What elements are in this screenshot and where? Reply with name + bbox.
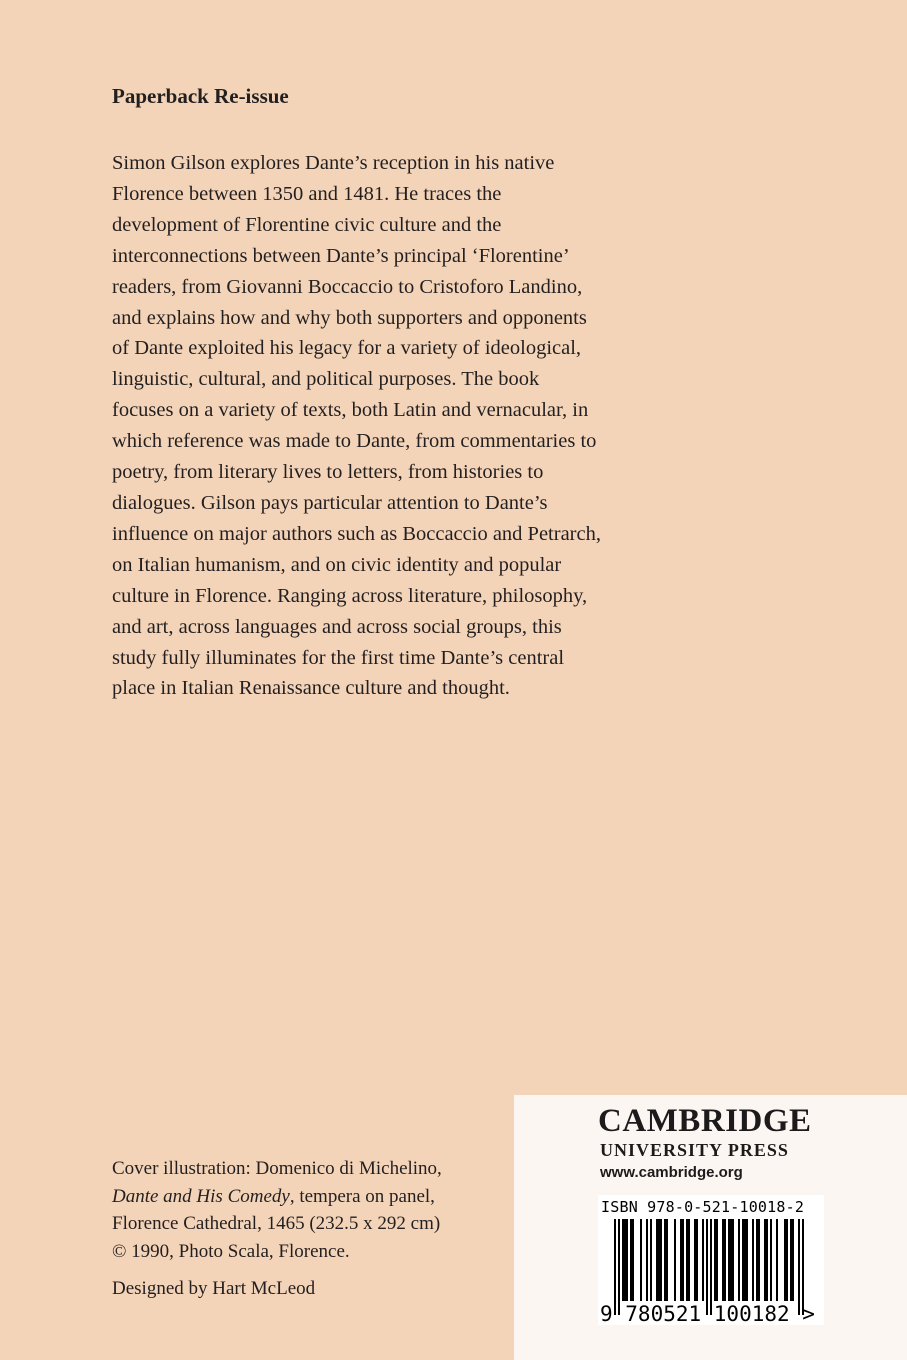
barcode-bar	[744, 1219, 746, 1301]
barcode-bar	[758, 1219, 760, 1301]
barcode-bar	[764, 1219, 766, 1301]
barcode-bar	[742, 1219, 744, 1301]
barcode-bar	[798, 1219, 800, 1315]
barcode-bar	[784, 1219, 786, 1301]
barcode-bar	[786, 1219, 788, 1301]
barcode-bar	[622, 1219, 624, 1301]
barcode-bar	[776, 1219, 778, 1301]
publisher-website: www.cambridge.org	[600, 1164, 743, 1181]
barcode-bar	[730, 1219, 732, 1301]
credit-line-2: , tempera on panel,	[289, 1185, 435, 1207]
barcode-bar	[664, 1219, 666, 1301]
isbn-barcode	[598, 1195, 824, 1325]
barcode-bar	[722, 1219, 724, 1301]
barcode-bar	[746, 1219, 748, 1301]
barcode-bar	[674, 1219, 676, 1301]
barcode-bar	[732, 1219, 734, 1301]
barcode-bar	[710, 1219, 712, 1315]
barcode-bar	[728, 1219, 730, 1301]
barcode-bar	[702, 1219, 704, 1301]
credit-line-4: © 1990, Photo Scala, Florence.	[112, 1240, 350, 1262]
barcode-bar	[614, 1219, 616, 1315]
publisher-logo-name: CAMBRIDGE	[598, 1103, 812, 1139]
barcode-bar	[658, 1219, 660, 1301]
publisher-panel	[514, 1095, 907, 1360]
section-heading: Paperback Re-issue	[112, 84, 289, 108]
barcode-bar	[694, 1219, 696, 1301]
barcode-bar	[738, 1219, 740, 1301]
barcode-bar	[706, 1219, 708, 1315]
barcode-bar	[696, 1219, 698, 1301]
barcode-bar	[660, 1219, 662, 1301]
barcode-bar	[792, 1219, 794, 1301]
barcode-bar	[752, 1219, 754, 1301]
barcode-bar	[632, 1219, 634, 1301]
barcode-bar	[802, 1219, 804, 1315]
barcode-bar	[766, 1219, 768, 1301]
barcode-bar	[650, 1219, 652, 1301]
isbn-label: ISBN 978-0-521-10018-2	[601, 1198, 805, 1216]
barcode-bar	[756, 1219, 758, 1301]
barcode-bar	[770, 1219, 772, 1301]
artwork-title: Dante and His Comedy	[112, 1185, 290, 1207]
cover-illustration-credit	[112, 1155, 442, 1265]
barcode-bar	[640, 1219, 642, 1301]
barcode-bar	[688, 1219, 690, 1301]
publisher-logo-subtitle: UNIVERSITY PRESS	[600, 1140, 789, 1160]
barcode-bar	[680, 1219, 682, 1301]
barcode-bar	[790, 1219, 792, 1301]
designer-credit: Designed by Hart McLeod	[112, 1278, 316, 1299]
barcode-bar	[656, 1219, 658, 1301]
book-description: Simon Gilson explores Dante’s reception in his native Florence between 1350 and 1481. He traces the development of Florentine civic culture and the interconnections between Dante’s principal ‘Florentine’ readers, from Giovanni Boccaccio to Cristoforo Landino, and explains how and why both supporters and opponents of Dante exploited his legacy for a variety of ideological, linguistic, cultural, and political purposes. The book focuses on a variety of texts, both Latin and vernacular, in which reference was made to Dante, from commentaries to poetry, from literary lives to letters, from histories to dialogues. Gilson pays particular attention to Dante’s influence on major authors such as Boccaccio and Petrarch, on Italian humanism, and on civic identity and popular culture in Florence. Ranging across literature, philosophy, and art, across languages and across social groups, this study fully illuminates for the first time Dante’s central place in Italian Renaissance culture and thought.	[112, 152, 601, 700]
barcode-bar	[716, 1219, 718, 1301]
barcode-bar	[646, 1219, 648, 1301]
barcode-bar	[686, 1219, 688, 1301]
barcode-bar	[724, 1219, 726, 1301]
barcode-digits: 9 780521 100182 >	[600, 1302, 815, 1326]
credit-line-3: Florence Cathedral, 1465 (232.5 x 292 cm)	[112, 1213, 441, 1234]
credit-line-1: Cover illustration: Domenico di Michelino,	[112, 1158, 442, 1179]
barcode-bar	[626, 1219, 628, 1301]
barcode-bar	[630, 1219, 632, 1301]
barcode-bar	[714, 1219, 716, 1301]
barcode-bar	[624, 1219, 626, 1301]
barcode-bar	[682, 1219, 684, 1301]
barcode-bar	[618, 1219, 620, 1315]
barcode-bar	[666, 1219, 668, 1301]
